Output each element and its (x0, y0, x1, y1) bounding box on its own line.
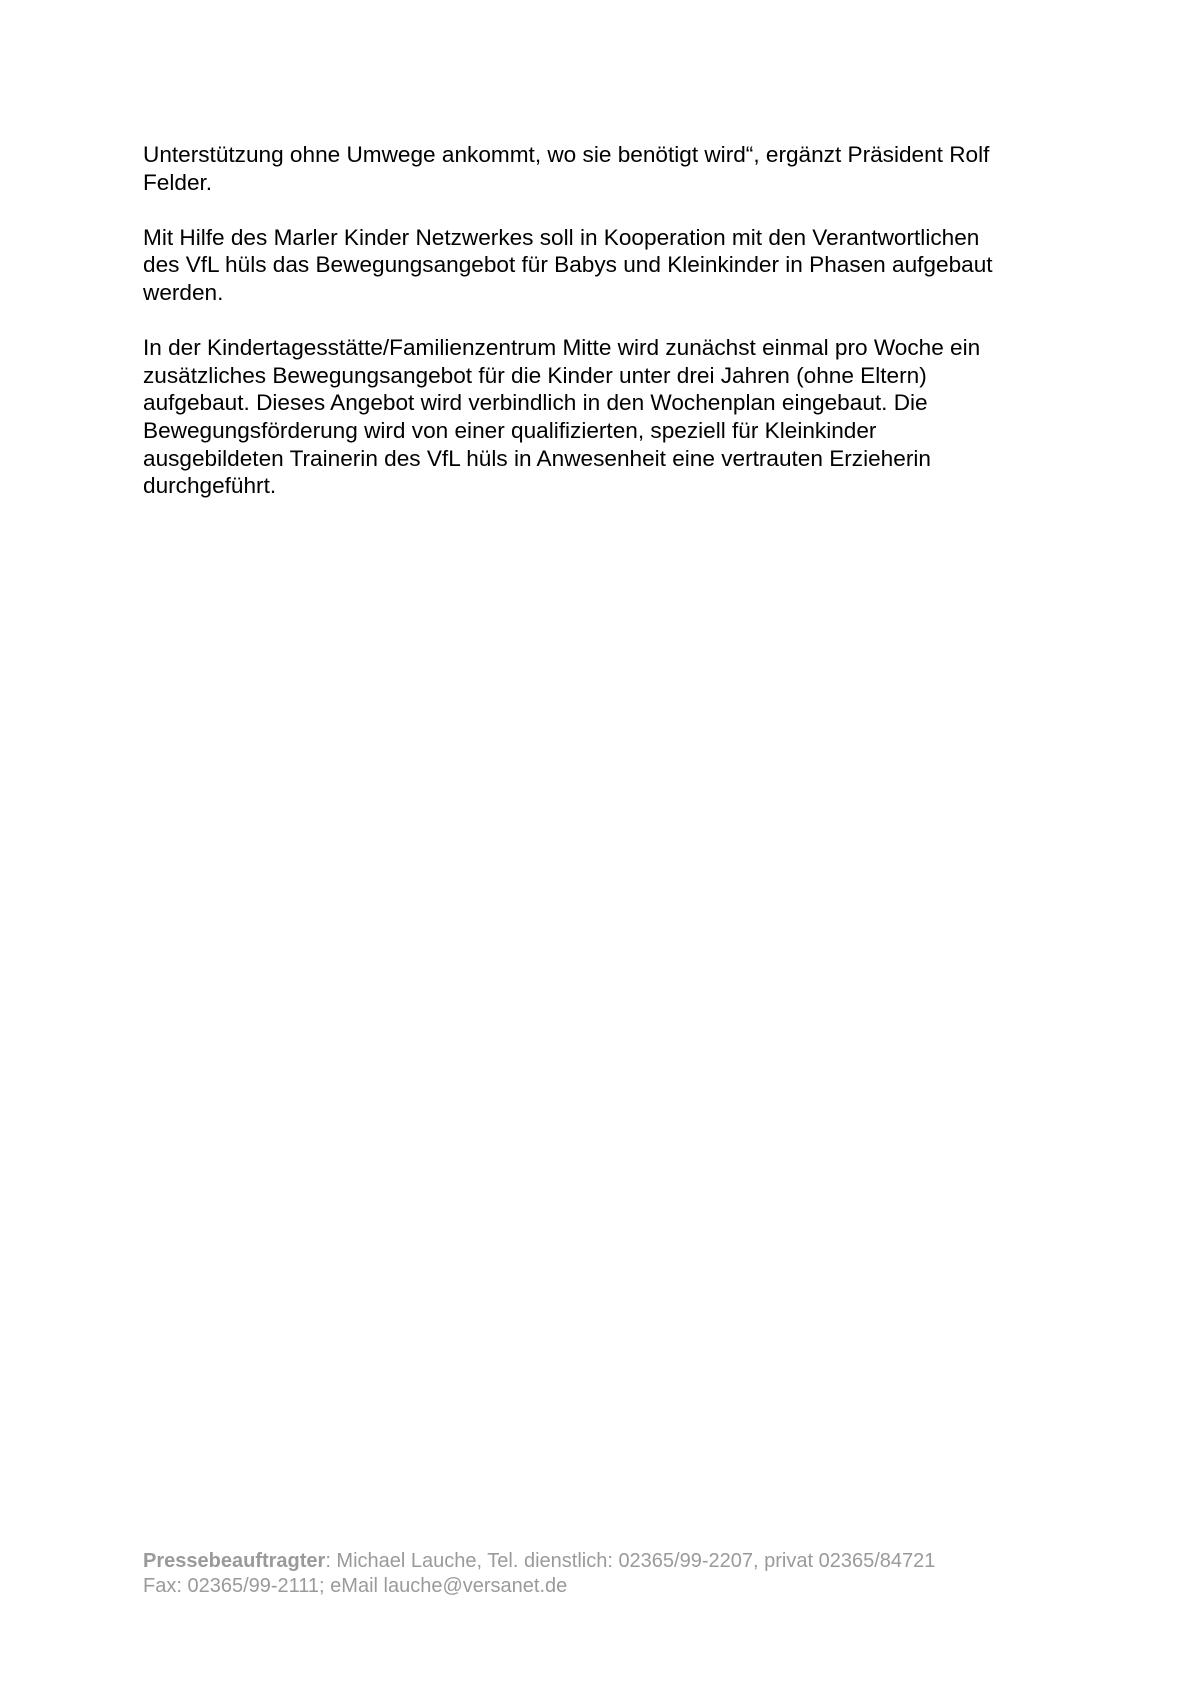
footer-label: Pressebeauftragter (143, 1550, 326, 1572)
body-text (143, 141, 1063, 527)
paragraph-line: Felder. (143, 169, 213, 195)
paragraph-line: In der Kindertagesstätte/Familienzentrum Mitte wird zunächst einmal pro Woche ein (143, 335, 981, 361)
paragraph-line: Bewegungsförderung wird von einer qualifizierten, speziell für Kleinkinder (143, 417, 877, 443)
paragraph-2 (143, 224, 1063, 307)
paragraph-line: Mit Hilfe des Marler Kinder Netzwerkes soll in Kooperation mit den Verantwortlichen (143, 224, 980, 250)
footer-contact-details: : Michael Lauche, Tel. dienstlich: 02365/99-2207, privat 02365/84721 (325, 1550, 936, 1572)
paragraph-3 (143, 334, 1063, 500)
paragraph-line: Unterstützung ohne Umwege ankommt, wo sie benötigt wird“, ergänzt Präsident Rolf (143, 142, 990, 167)
paragraph-line: ausgebildeten Trainerin des VfL hüls in Anwesenheit eine vertrauten Erzieherin (143, 445, 931, 471)
paragraph-line: des VfL hüls das Bewegungsangebot für Babys und Kleinkinder in Phasen aufgebaut (143, 252, 993, 278)
paragraph-1 (143, 141, 1063, 196)
paragraph-line: zusätzliches Bewegungsangebot für die Kinder unter drei Jahren (ohne Eltern) (143, 362, 927, 388)
footer-contact-line (143, 1549, 1103, 1574)
paragraph-line: durchgeführt. (143, 473, 277, 499)
footer-fax-email-line: Fax: 02365/99-2111; eMail lauche@versanet.de (143, 1575, 568, 1597)
paragraph-line: werden. (143, 279, 224, 305)
page-footer (143, 1549, 1103, 1599)
paragraph-line: aufgebaut. Dieses Angebot wird verbindlich in den Wochenplan eingebaut. Die (143, 390, 928, 416)
